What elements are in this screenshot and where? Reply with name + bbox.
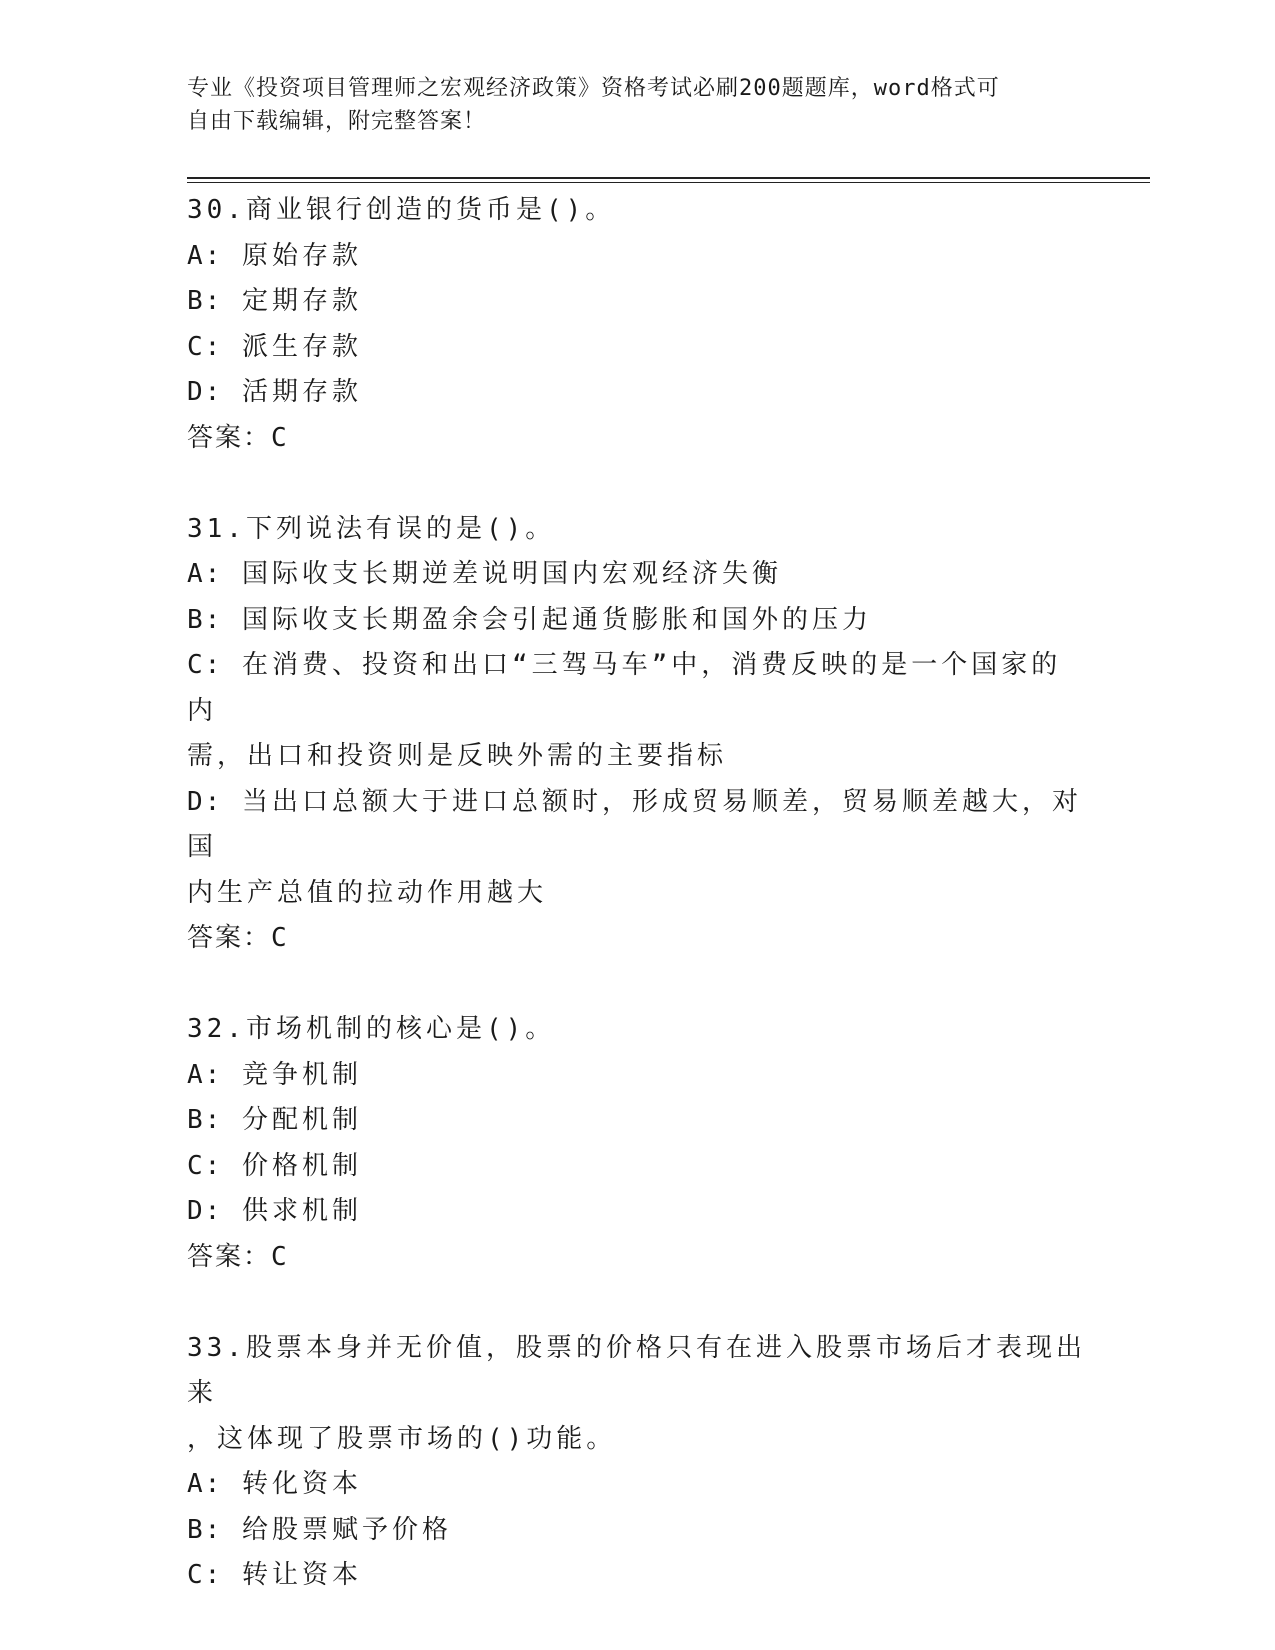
header-line-2: 自由下载编辑，附完整答案！	[187, 109, 487, 134]
answer-line: 答案：C	[187, 422, 289, 453]
option-text: 当出口总额大于进口总额时，形成贸易顺差，贸易顺差越大，对国	[187, 786, 1082, 862]
option-label: C:	[187, 331, 223, 362]
option-line	[187, 234, 1087, 280]
question-block	[187, 1007, 1087, 1280]
option-line	[187, 1508, 1087, 1554]
option-label: B:	[187, 286, 223, 316]
option-label: C:	[187, 650, 223, 680]
question-block	[187, 1326, 1087, 1599]
option-line	[187, 871, 1087, 917]
option-label: D:	[187, 1196, 223, 1226]
option-label: A:	[187, 1059, 223, 1090]
option-text: 竞争机制	[241, 1059, 362, 1090]
option-label: D:	[187, 786, 223, 817]
option-text: 内生产总值的拉动作用越大	[187, 877, 548, 908]
option-text: 国际收支长期逆差说明国内宏观经济失衡	[241, 559, 782, 589]
option-text: 原始存款	[241, 240, 362, 271]
option-text: 供求机制	[241, 1196, 362, 1226]
option-label: C:	[187, 1560, 223, 1590]
option-text: 派生存款	[241, 331, 362, 362]
document-header	[187, 72, 1067, 138]
option-line	[187, 598, 1087, 644]
answer-line: 答案：C	[187, 923, 289, 953]
option-text: 在消费、投资和出口“三驾马车”中，消费反映的是一个国家的内	[187, 650, 1062, 726]
question-block	[187, 188, 1087, 461]
option-label: D:	[187, 377, 223, 407]
question-stem: 33.股票本身并无价值，股票的价格只有在进入股票市场后才表现出来	[187, 1332, 1086, 1408]
header-divider-thin	[187, 182, 1150, 183]
option-label: B:	[187, 604, 223, 635]
header-divider-thick	[187, 177, 1150, 179]
option-text: 转化资本	[241, 1469, 362, 1499]
option-line	[187, 1462, 1087, 1508]
question-stem: 31.下列说法有误的是()。	[187, 513, 556, 544]
question-stem: 32.市场机制的核心是()。	[187, 1014, 556, 1044]
option-label: A:	[187, 559, 223, 589]
option-line	[187, 1053, 1087, 1099]
question-list	[187, 188, 1087, 1644]
header-line-1: 专业《投资项目管理师之宏观经济政策》资格考试必刷200题题库，word格式可	[187, 76, 1000, 101]
option-line	[187, 279, 1087, 325]
option-line	[187, 734, 1087, 780]
question-block	[187, 507, 1087, 962]
option-text: 定期存款	[241, 286, 362, 316]
option-line	[187, 552, 1087, 598]
question-stem: ，这体现了股票市场的()功能。	[187, 1423, 617, 1454]
option-line	[187, 1553, 1087, 1599]
option-text: 给股票赋予价格	[241, 1514, 452, 1545]
option-text: 国际收支长期盈余会引起通货膨胀和国外的压力	[241, 604, 872, 635]
option-text: 需，出口和投资则是反映外需的主要指标	[187, 741, 728, 771]
option-label: B:	[187, 1514, 223, 1545]
option-line	[187, 1098, 1087, 1144]
option-line	[187, 370, 1087, 416]
option-text: 分配机制	[241, 1105, 362, 1135]
option-label: A:	[187, 240, 223, 271]
option-line	[187, 325, 1087, 371]
question-stem: 30.商业银行创造的货币是()。	[187, 195, 616, 225]
option-text: 转让资本	[241, 1560, 362, 1590]
option-text: 价格机制	[241, 1150, 362, 1181]
option-text: 活期存款	[241, 377, 362, 407]
option-line	[187, 780, 1087, 871]
option-label: A:	[187, 1469, 223, 1499]
option-label: B:	[187, 1105, 223, 1135]
option-line	[187, 1189, 1087, 1235]
option-line	[187, 643, 1087, 734]
option-line	[187, 1144, 1087, 1190]
option-label: C:	[187, 1150, 223, 1181]
answer-line: 答案：C	[187, 1241, 289, 1272]
